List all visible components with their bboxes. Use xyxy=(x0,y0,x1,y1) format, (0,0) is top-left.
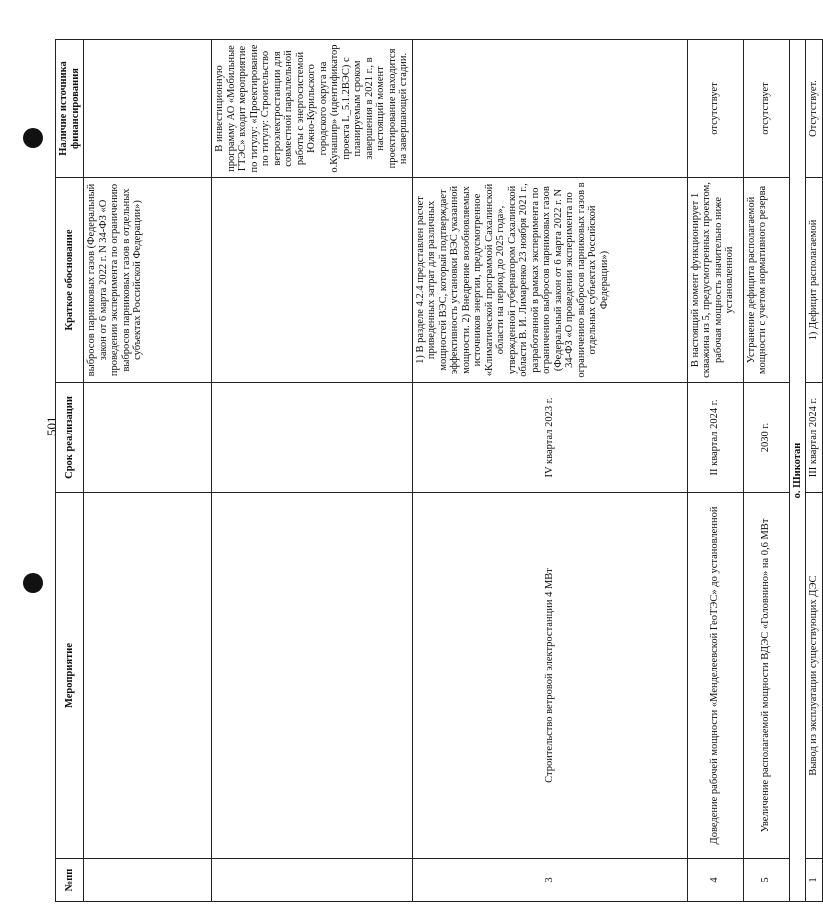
header-rationale: Краткое обоснование xyxy=(56,178,84,383)
cell-num: 1 xyxy=(806,859,823,902)
cell-num xyxy=(212,859,413,902)
header-row xyxy=(56,40,84,902)
cell-funding xyxy=(412,40,687,178)
cell-rationale: 1) В разделе 4.2.4 представлен расчет приведенных затрат для различных мощностей ВЭС, который подтверждает эффективность установки ВЭС указанной мощности. 2) Внедрение возобновляемых источников энергии, предусмотренное «Климатической программой Сахалинской области на период до 2025 года», утвержденной губернатором Сахалинской области В. И. Лимаренко 23 ноября 2021 г., разработанной в рамках эксперимента по ограничению выбросов парниковых газов (Федеральный закон от 6 марта 2022 г. N 34-ФЗ «О проведении эксперимента по ограничению выбросов парниковых газов в отдельных субъектах Российской Федерации») xyxy=(412,178,687,383)
table-row xyxy=(84,40,212,902)
header-funding: Наличие источника финансирования xyxy=(56,40,84,178)
cell-funding: отсутствует xyxy=(687,40,743,178)
cell-event: Доведение рабочей мощности «Менделеевской ГеоТЭС» до установленной xyxy=(687,493,743,859)
table-frame xyxy=(55,40,819,902)
cell-period xyxy=(212,383,413,493)
cell-period: IV квартал 2023 г. xyxy=(412,383,687,493)
cell-num: 5 xyxy=(743,859,789,902)
cell-period: II квартал 2024 г. xyxy=(687,383,743,493)
cell-event: Строительство ветровой электростанции 4 МВт xyxy=(412,493,687,859)
cell-rationale: 1) Дефицит располагаемой xyxy=(806,178,823,383)
events-table xyxy=(55,39,823,902)
cell-period: 2030 г. xyxy=(743,383,789,493)
cell-funding: В инвестиционную программу АО «Мобильные ГТЭС» входит мероприятие по титулу: «Проектирование по титулу: Строительство ветроэлектростанции для совместной параллельной работы с энергосистемой Южно-Курильского городского округа на о.Кунашир» (идентификатор проекта L_5.1.2ВЭС) с планируемым сроком завершения в 2021 г., в настоящий момент проектирование находится на завершающей стадии. xyxy=(212,40,413,178)
section-row xyxy=(789,40,806,902)
cell-rationale: Устранение дефицита располагаемой мощности с учетом нормативного резерва xyxy=(743,178,789,383)
punch-hole-bottom xyxy=(23,573,43,593)
header-num: №пп xyxy=(56,859,84,902)
section-title: о. Шикотан xyxy=(789,40,806,902)
header-event: Мероприятие xyxy=(56,493,84,859)
table-row xyxy=(806,40,823,902)
table-row xyxy=(412,40,687,902)
cell-period: III квартал 2024 г. xyxy=(806,383,823,493)
cell-num: 4 xyxy=(687,859,743,902)
cell-period xyxy=(84,383,212,493)
cell-num xyxy=(84,859,212,902)
cell-event xyxy=(212,493,413,859)
cell-event: Увеличение располагаемой мощности ВДЭС «Головнино» на 0,6 МВт xyxy=(743,493,789,859)
punch-hole-top xyxy=(23,128,43,148)
rotated-table-container xyxy=(55,40,819,902)
table-row xyxy=(743,40,789,902)
page-number: 501 xyxy=(44,416,59,436)
cell-event: Вывод из эксплуатации существующих ДЭС xyxy=(806,493,823,859)
cell-rationale: выбросов парниковых газов (Федеральный закон от 6 марта 2022 г. N 34-ФЗ «О проведении эксперимента по ограничению выбросов парниковых газов в отдельных субъектах Российской Федерации») xyxy=(84,178,212,383)
cell-num: 3 xyxy=(412,859,687,902)
table-row xyxy=(212,40,413,902)
cell-rationale: В настоящий момент функционирует 1 скважина из 5, предусмотренных проектом, рабочая мощность значительно ниже установленной xyxy=(687,178,743,383)
cell-funding xyxy=(84,40,212,178)
cell-funding: отсутствует xyxy=(743,40,789,178)
table-row xyxy=(687,40,743,902)
cell-rationale xyxy=(212,178,413,383)
cell-funding: Отсутствует. xyxy=(806,40,823,178)
header-period: Срок реализации xyxy=(56,383,84,493)
cell-event xyxy=(84,493,212,859)
